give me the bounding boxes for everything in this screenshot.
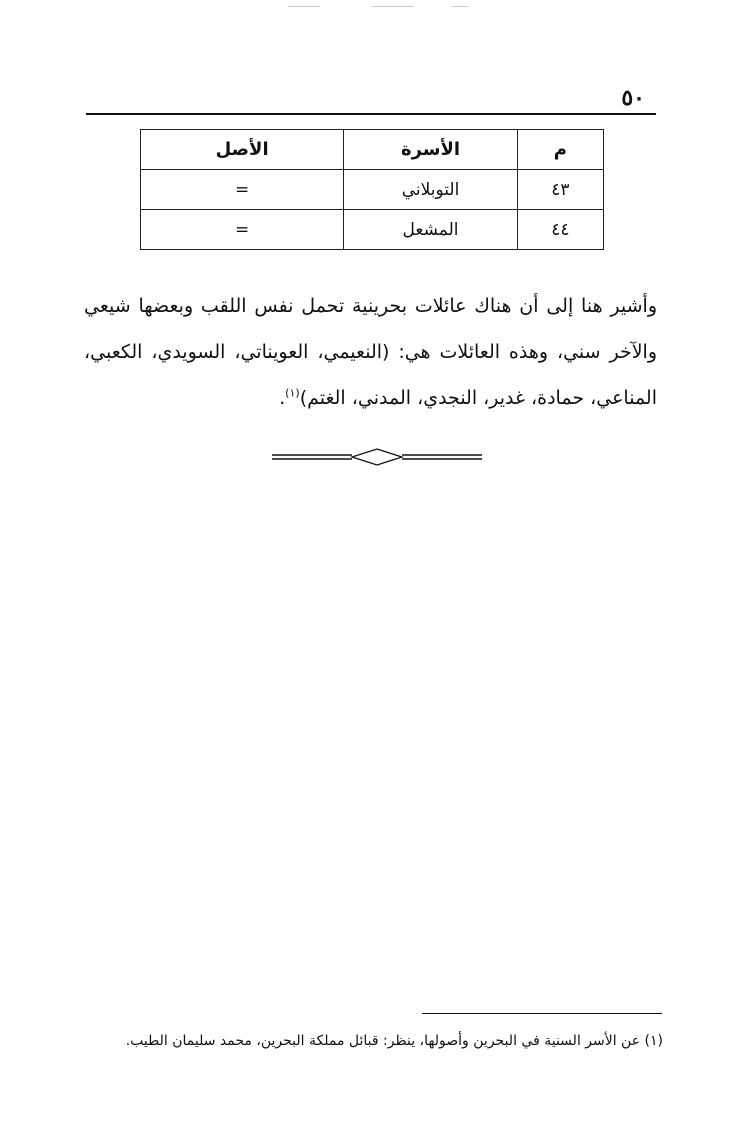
header-rule (86, 113, 656, 115)
cell-family: التوبلاني (344, 170, 518, 210)
footnote-marker: (١) (644, 1033, 663, 1049)
paragraph-end: . (279, 387, 286, 409)
cell-origin: = (141, 210, 344, 250)
header-family: الأسرة (344, 130, 518, 170)
table-header-row (141, 130, 604, 170)
page-number: ٥٠ (621, 85, 645, 111)
paragraph-text: وأشير هنا إلى أن هناك عائلات بحرينية تحمل نفس اللقب وبعضها شيعي والآخر سني، وهذه العائلات هي: (النعيمي، العويناتي، السويدي، الكعبي، المناعي، حمادة، غدير، النجدي، المدني، الغتم) (84, 295, 657, 409)
table-row (141, 210, 604, 250)
footnote-reference: (١) (285, 386, 300, 400)
cell-origin: = (141, 170, 344, 210)
header-num: م (517, 130, 603, 170)
cell-family: المشعل (344, 210, 518, 250)
header-origin: الأصل (141, 130, 344, 170)
scan-artifact-marks (0, 6, 741, 10)
footnote-rule (422, 1013, 662, 1014)
cell-num: ٤٤ (517, 210, 603, 250)
families-table (140, 129, 604, 250)
table-row (141, 170, 604, 210)
footnote (83, 1030, 663, 1052)
cell-num: ٤٣ (517, 170, 603, 210)
footnote-text: عن الأسر السنية في البحرين وأصولها، ينظر: قبائل مملكة البحرين، محمد سليمان الطيب. (125, 1033, 641, 1049)
body-paragraph (84, 283, 657, 421)
diamond-divider-icon (272, 444, 482, 470)
